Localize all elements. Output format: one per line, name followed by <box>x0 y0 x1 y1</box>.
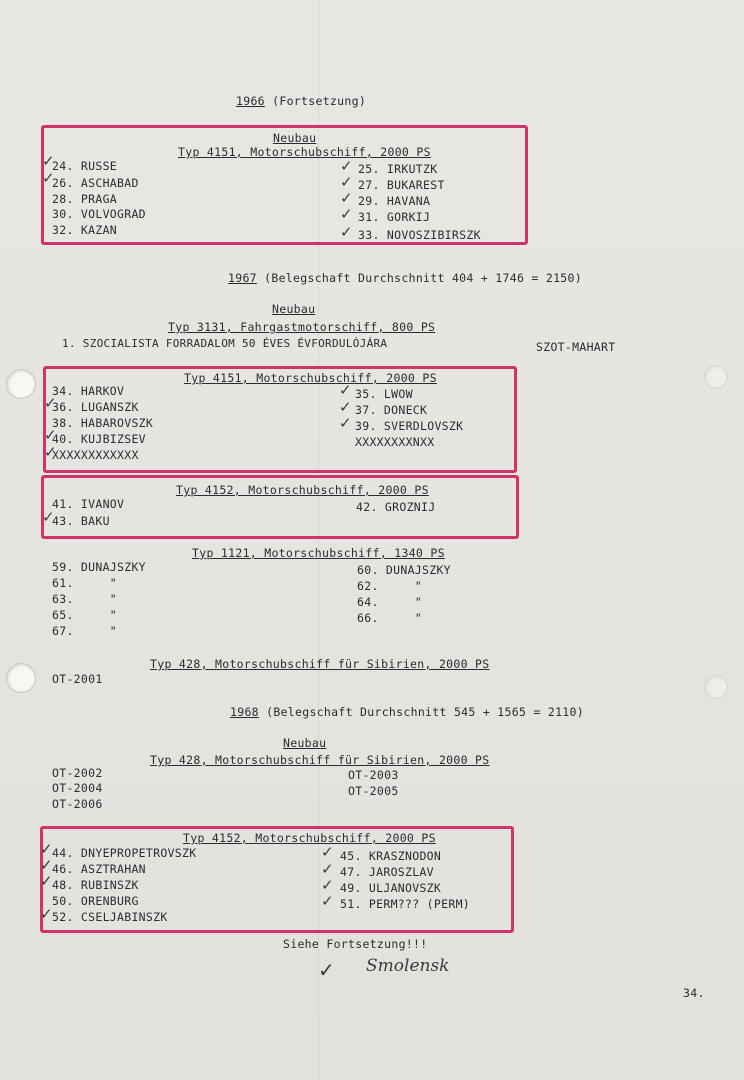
ship-entry: 27. BUKAREST <box>358 178 445 192</box>
check-mark-icon: ✓ <box>340 173 353 191</box>
check-mark-icon: ✓ <box>42 508 55 526</box>
type-1121-heading: Typ 1121, Motorschubschiff, 1340 PS <box>192 546 445 560</box>
check-mark-icon: ✓ <box>42 169 55 187</box>
punch-hole-bottom <box>6 663 36 693</box>
ship-entry: 51. PERM??? (PERM) <box>340 897 471 911</box>
ship-entry: 43. BAKU <box>52 514 110 528</box>
type-4151-heading: Typ 4151, Motorschubschiff, 2000 PS <box>184 371 437 385</box>
ship-entry: 59. DUNAJSZKY <box>52 560 146 574</box>
type-428-heading: Typ 428, Motorschubschiff für Sibirien, 2000 PS <box>150 753 490 767</box>
type-4151-heading: Typ 4151, Motorschubschiff, 2000 PS <box>178 145 431 159</box>
type-428-heading: Typ 428, Motorschubschiff für Sibirien, 2000 PS <box>150 657 490 671</box>
type-3131-heading: Typ 3131, Fahrgastmotorschiff, 800 PS <box>168 320 436 334</box>
punch-hole-shadow <box>704 675 728 699</box>
ship-entry: OT-2002 <box>52 766 103 780</box>
ship-entry: 39. SVERDLOVSZK <box>355 419 464 433</box>
page-number: 34. <box>683 986 705 1000</box>
ship-entry: 24. RUSSE <box>52 159 118 173</box>
ship-entry: 49. ULJANOVSZK <box>340 881 442 895</box>
heading-1967: 1967 (Belegschaft Durchschnitt 404 + 1746 = 2150) <box>228 271 582 285</box>
neubau-label: Neubau <box>283 736 327 750</box>
ship-entry: 28. PRAGA <box>52 192 118 206</box>
ship-entry: 48. RUBINSZK <box>52 878 139 892</box>
heading-1968: 1968 (Belegschaft Durchschnitt 545 + 1565 = 2110) <box>230 705 584 719</box>
ship-entry: 36. LUGANSZK <box>52 400 139 414</box>
ship-entry: 46. ASZTRAHAN <box>52 862 146 876</box>
neubau-label: Neubau <box>272 302 316 316</box>
check-mark-icon: ✓ <box>321 892 334 910</box>
ship-entry: 66. " <box>357 611 423 625</box>
ship-entry: 42. GROZNIJ <box>356 500 436 514</box>
ship-entry: OT-2005 <box>348 784 399 798</box>
check-mark-icon: ✓ <box>340 205 353 223</box>
ship-entry: OT-2004 <box>52 781 103 795</box>
check-mark-icon: ✓ <box>40 840 53 858</box>
check-mark-icon: ✓ <box>318 958 335 982</box>
punch-hole-top <box>6 369 36 399</box>
ship-entry: 44. DNYEPROPETROVSZK <box>52 846 197 860</box>
ship-entry: 26. ASCHABAD <box>52 176 139 190</box>
ship-entry: 25. IRKUTZK <box>358 162 438 176</box>
ship-entry: 61. " <box>52 576 118 590</box>
heading-1966: 1966 (Fortsetzung) <box>236 94 367 108</box>
check-mark-icon: ✓ <box>340 189 353 207</box>
ship-entry: OT-2006 <box>52 797 103 811</box>
ship-entry: OT-2001 <box>52 672 103 686</box>
struck-out-entry: XXXXXXXXXXXX <box>52 448 139 462</box>
ship-entry: 50. ORENBURG <box>52 894 139 908</box>
handwritten-note: Smolensk <box>366 956 450 976</box>
ship-entry: 33. NOVOSZIBIRSZK <box>358 228 481 242</box>
check-mark-icon: ✓ <box>44 426 57 444</box>
ship-entry: 62. " <box>357 579 423 593</box>
ship-entry: 31. GORKIJ <box>358 210 431 224</box>
check-mark-icon: ✓ <box>42 152 55 170</box>
ship-entry: 29. HAVANA <box>358 194 431 208</box>
check-mark-icon: ✓ <box>321 843 334 861</box>
type-4152-heading: Typ 4152, Motorschubschiff, 2000 PS <box>176 483 429 497</box>
owner-label: SZOT-MAHART <box>536 340 616 354</box>
check-mark-icon: ✓ <box>339 414 352 432</box>
check-mark-icon: ✓ <box>339 381 352 399</box>
neubau-label: Neubau <box>273 131 317 145</box>
ship-entry: 63. " <box>52 592 118 606</box>
punch-hole-shadow <box>704 365 728 389</box>
check-mark-icon: ✓ <box>339 398 352 416</box>
check-mark-icon: ✓ <box>44 443 57 461</box>
check-mark-icon: ✓ <box>40 872 53 890</box>
check-mark-icon: ✓ <box>321 860 334 878</box>
check-mark-icon: ✓ <box>340 157 353 175</box>
continuation-note: Siehe Fortsetzung!!! <box>283 937 428 951</box>
type-4152-heading: Typ 4152, Motorschubschiff, 2000 PS <box>183 831 436 845</box>
ship-entry: 32. KAZAN <box>52 223 118 237</box>
check-mark-icon: ✓ <box>40 856 53 874</box>
ship-entry: 45. KRASZNODON <box>340 849 442 863</box>
ship-entry: 65. " <box>52 608 118 622</box>
ship-entry: 60. DUNAJSZKY <box>357 563 451 577</box>
ship-entry: 37. DONECK <box>355 403 428 417</box>
check-mark-icon: ✓ <box>321 876 334 894</box>
ship-entry: 34. HARKOV <box>52 384 125 398</box>
ship-entry: 35. LWOW <box>355 387 413 401</box>
ship-entry: 41. IVANOV <box>52 497 125 511</box>
check-mark-icon: ✓ <box>340 223 353 241</box>
ship-entry: 67. " <box>52 624 118 638</box>
ship-entry: 38. HABAROVSZK <box>52 416 154 430</box>
ship-entry: 52. CSELJABINSZK <box>52 910 168 924</box>
check-mark-icon: ✓ <box>40 905 53 923</box>
ship-entry: 1. SZOCIALISTA FORRADALOM 50 ÉVES ÉVFORDULÓJÁRA <box>62 337 388 350</box>
ship-entry: 40. KUJBIZSEV <box>52 432 146 446</box>
ship-entry: 47. JAROSZLAV <box>340 865 434 879</box>
ship-entry: 30. VOLVOGRAD <box>52 207 146 221</box>
ship-entry: 64. " <box>357 595 423 609</box>
check-mark-icon: ✓ <box>44 394 57 412</box>
struck-out-entry: XXXXXXXXNXX <box>355 435 435 449</box>
ship-entry: OT-2003 <box>348 768 399 782</box>
